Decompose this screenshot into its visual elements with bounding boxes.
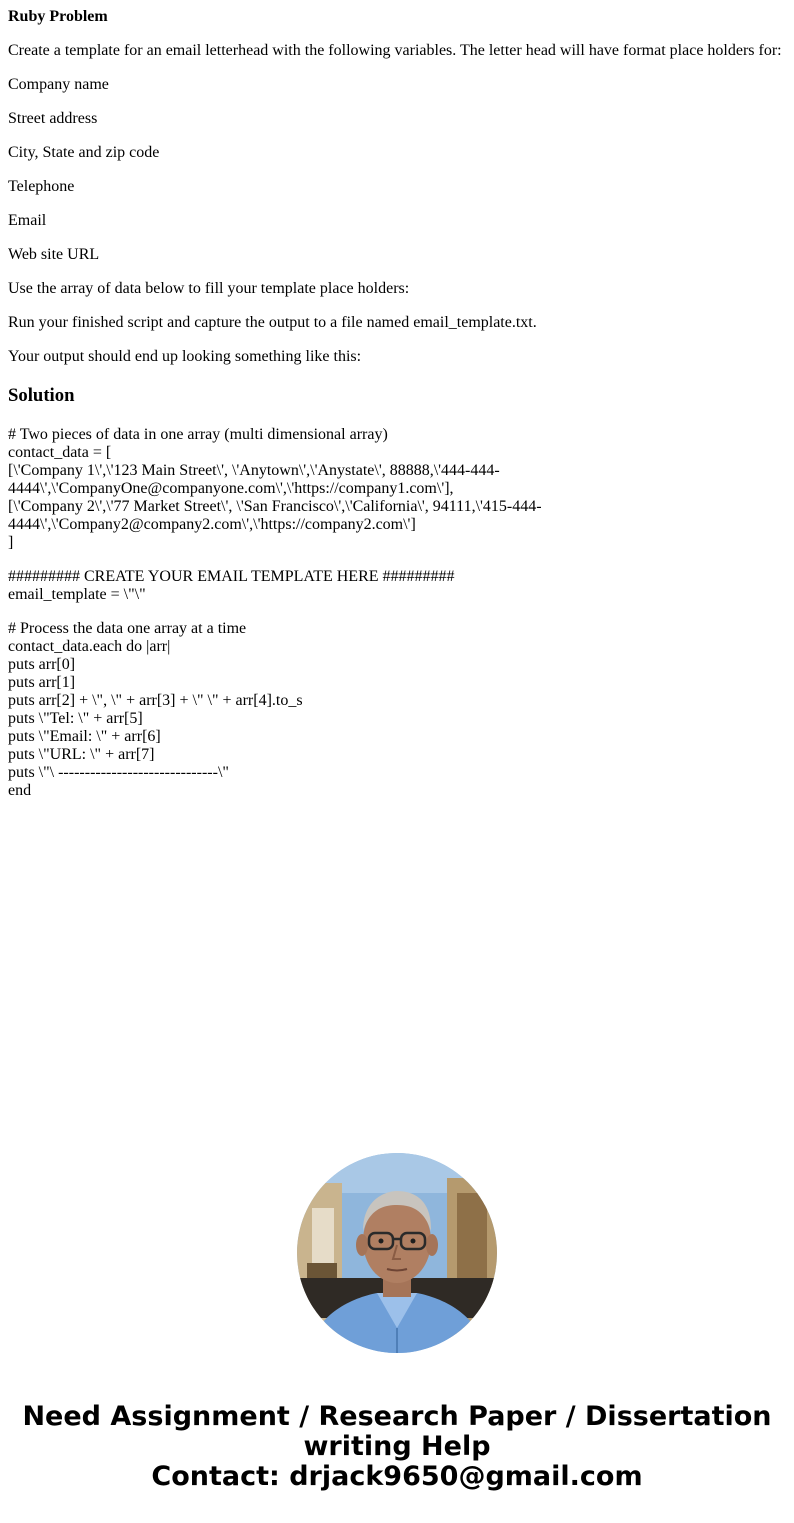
code-line: puts arr[1] <box>8 674 76 691</box>
instruction-output: Your output should end up looking something like this: <box>8 348 362 365</box>
code-block-process <box>8 620 788 800</box>
code-line: [\'Company 1\',\'123 Main Street\', \'Anytown\',\'Anystate\', 88888,\'444-444- <box>8 462 500 479</box>
code-block-template <box>8 568 788 604</box>
field-email: Email <box>8 212 47 229</box>
code-line: puts arr[2] + \", \" + arr[3] + \" \" + arr[4].to_s <box>8 692 303 709</box>
code-line: # Two pieces of data in one array (multi dimensional array) <box>8 426 388 443</box>
banner-line-1: Need Assignment / Research Paper / Dissertation <box>22 1401 772 1432</box>
code-line: puts \"URL: \" + arr[7] <box>8 746 155 763</box>
field-street-address: Street address <box>8 110 98 127</box>
code-line: [\'Company 2\',\'77 Market Street\', \'San Francisco\',\'California\', 94111,\'415-444- <box>8 498 542 515</box>
code-line: puts \"Tel: \" + arr[5] <box>8 710 143 727</box>
field-city-state-zip: City, State and zip code <box>8 144 160 161</box>
contact-banner <box>0 1402 794 1492</box>
code-line: puts arr[0] <box>8 656 76 673</box>
instruction-use-array: Use the array of data below to fill your template place holders: <box>8 280 410 297</box>
code-line: # Process the data one array at a time <box>8 620 247 637</box>
code-line: end <box>8 782 32 799</box>
problem-intro: Create a template for an email letterhead with the following variables. The letter head will have format place holders for: <box>8 42 782 59</box>
code-line: puts \"\ ------------------------------\" <box>8 764 229 781</box>
instruction-run-script: Run your finished script and capture the output to a file named email_template.txt. <box>8 314 537 331</box>
code-line: puts \"Email: \" + arr[6] <box>8 728 161 745</box>
document-body <box>8 0 788 800</box>
banner-line-2: writing Help <box>303 1431 491 1462</box>
code-line: ] <box>8 534 14 551</box>
code-line: contact_data.each do |arr| <box>8 638 171 655</box>
problem-title: Ruby Problem <box>8 8 108 25</box>
author-photo <box>297 1153 497 1353</box>
code-line: ######### CREATE YOUR EMAIL TEMPLATE HERE ######### <box>8 568 455 585</box>
code-line: 4444\',\'Company2@company2.com\',\'https://company2.com\'] <box>8 516 416 533</box>
banner-contact-email: Contact: drjack9650@gmail.com <box>151 1461 643 1492</box>
solution-heading: Solution <box>8 385 75 406</box>
field-company-name: Company name <box>8 76 109 93</box>
field-website-url: Web site URL <box>8 246 100 263</box>
author-portrait <box>297 1153 497 1353</box>
code-line: email_template = \"\" <box>8 586 146 603</box>
field-telephone: Telephone <box>8 178 75 195</box>
code-line: 4444\',\'CompanyOne@companyone.com\',\'https://company1.com\'], <box>8 480 454 497</box>
code-line: contact_data = [ <box>8 444 112 461</box>
code-block-data <box>8 426 788 552</box>
